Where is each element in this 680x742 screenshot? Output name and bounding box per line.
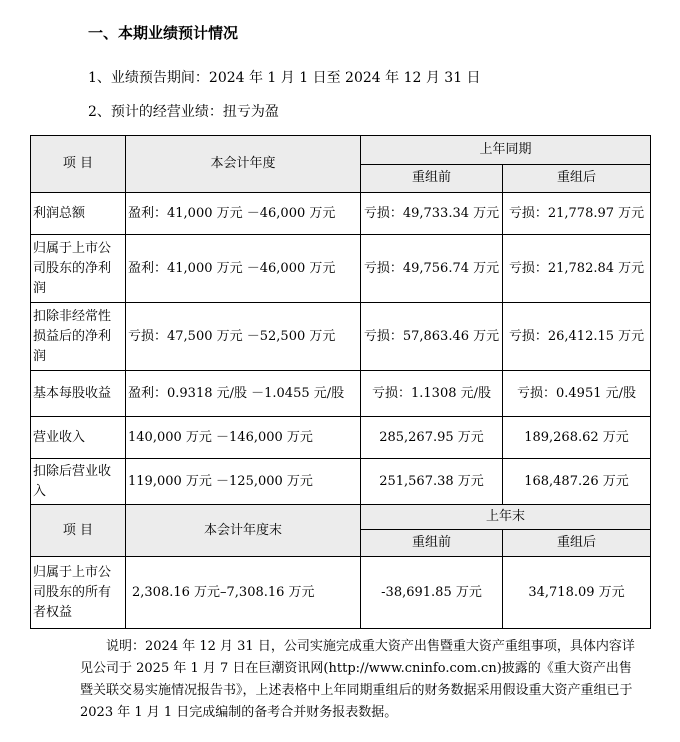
- row-after: 亏损：0.4951 元/股: [503, 371, 651, 417]
- row-before: 亏损：57,863.46 万元: [361, 303, 503, 371]
- header-item: 项 目: [31, 136, 126, 193]
- header-after-restructuring-2: 重组后: [503, 530, 651, 557]
- row-item: 扣除非经常性损益后的净利润: [31, 303, 126, 371]
- row-item: 归属于上市公司股东的所有者权益: [31, 557, 126, 629]
- header-after-restructuring: 重组后: [503, 164, 651, 193]
- header-prior-period: 上年同期: [361, 136, 651, 165]
- forecast-table: [30, 135, 651, 629]
- row-before: 亏损：49,756.74 万元: [361, 235, 503, 303]
- table-row: [31, 417, 651, 459]
- row-current: 119,000 万元 －125,000 万元: [126, 459, 361, 505]
- row-before: 亏损：1.1308 元/股: [361, 371, 503, 417]
- table-row: [31, 557, 651, 629]
- header-before-restructuring-2: 重组前: [361, 530, 503, 557]
- row-after: 189,268.62 万元: [503, 417, 651, 459]
- row-current: 盈利：0.9318 元/股 －1.0455 元/股: [126, 371, 361, 417]
- table-row: [31, 459, 651, 505]
- table-row: [31, 371, 651, 417]
- row-item: 基本每股收益: [31, 371, 126, 417]
- row-before: -38,691.85 万元: [361, 557, 503, 629]
- row-item: 扣除后营业收入: [31, 459, 126, 505]
- forecast-period: 1、业绩预告期间：2024 年 1 月 1 日至 2024 年 12 月 31 日: [88, 70, 481, 86]
- row-after: 34,718.09 万元: [503, 557, 651, 629]
- row-current: 盈利：41,000 万元 －46,000 万元: [126, 235, 361, 303]
- row-before: 285,267.95 万元: [361, 417, 503, 459]
- row-item: 归属于上市公司股东的净利润: [31, 235, 126, 303]
- header-item-2: 项 目: [31, 505, 126, 557]
- table-row: [31, 303, 651, 371]
- header-before-restructuring: 重组前: [361, 164, 503, 193]
- row-after: 亏损：21,778.97 万元: [503, 193, 651, 235]
- forecast-performance: 2、预计的经营业绩：扭亏为盈: [88, 104, 279, 120]
- row-after: 亏损：21,782.84 万元: [503, 235, 651, 303]
- table-row: [31, 193, 651, 235]
- row-after: 168,487.26 万元: [503, 459, 651, 505]
- explanation-note: 说明：2024 年 12 月 31 日，公司实施完成重大资产出售暨重大资产重组事项，具体内容详见公司于 2025 年 1 月 7 日在巨潮资讯网(http://www.cninfo.com.cn)披露的《重大资产出售暨关联交易实施情况报告书》，上述表格中上年同期重组后的财务数据采用假设重大资产重组已于 2023 年 1 月 1 日完成编制的备考合并财务报表数据。: [80, 639, 635, 720]
- row-before: 251,567.38 万元: [361, 459, 503, 505]
- header-current-year-end: 本会计年度末: [126, 505, 361, 557]
- row-before: 亏损：49,733.34 万元: [361, 193, 503, 235]
- section-title: 一、本期业绩预计情况: [88, 24, 239, 42]
- row-current: 2,308.16 万元–7,308.16 万元: [126, 557, 361, 629]
- row-current: 亏损：47,500 万元 －52,500 万元: [126, 303, 361, 371]
- header-current-year: 本会计年度: [126, 136, 361, 193]
- row-item: 营业收入: [31, 417, 126, 459]
- header-prior-year-end: 上年末: [361, 505, 651, 530]
- row-after: 亏损：26,412.15 万元: [503, 303, 651, 371]
- table-row: [31, 235, 651, 303]
- row-item: 利润总额: [31, 193, 126, 235]
- row-current: 140,000 万元 －146,000 万元: [126, 417, 361, 459]
- row-current: 盈利：41,000 万元 －46,000 万元: [126, 193, 361, 235]
